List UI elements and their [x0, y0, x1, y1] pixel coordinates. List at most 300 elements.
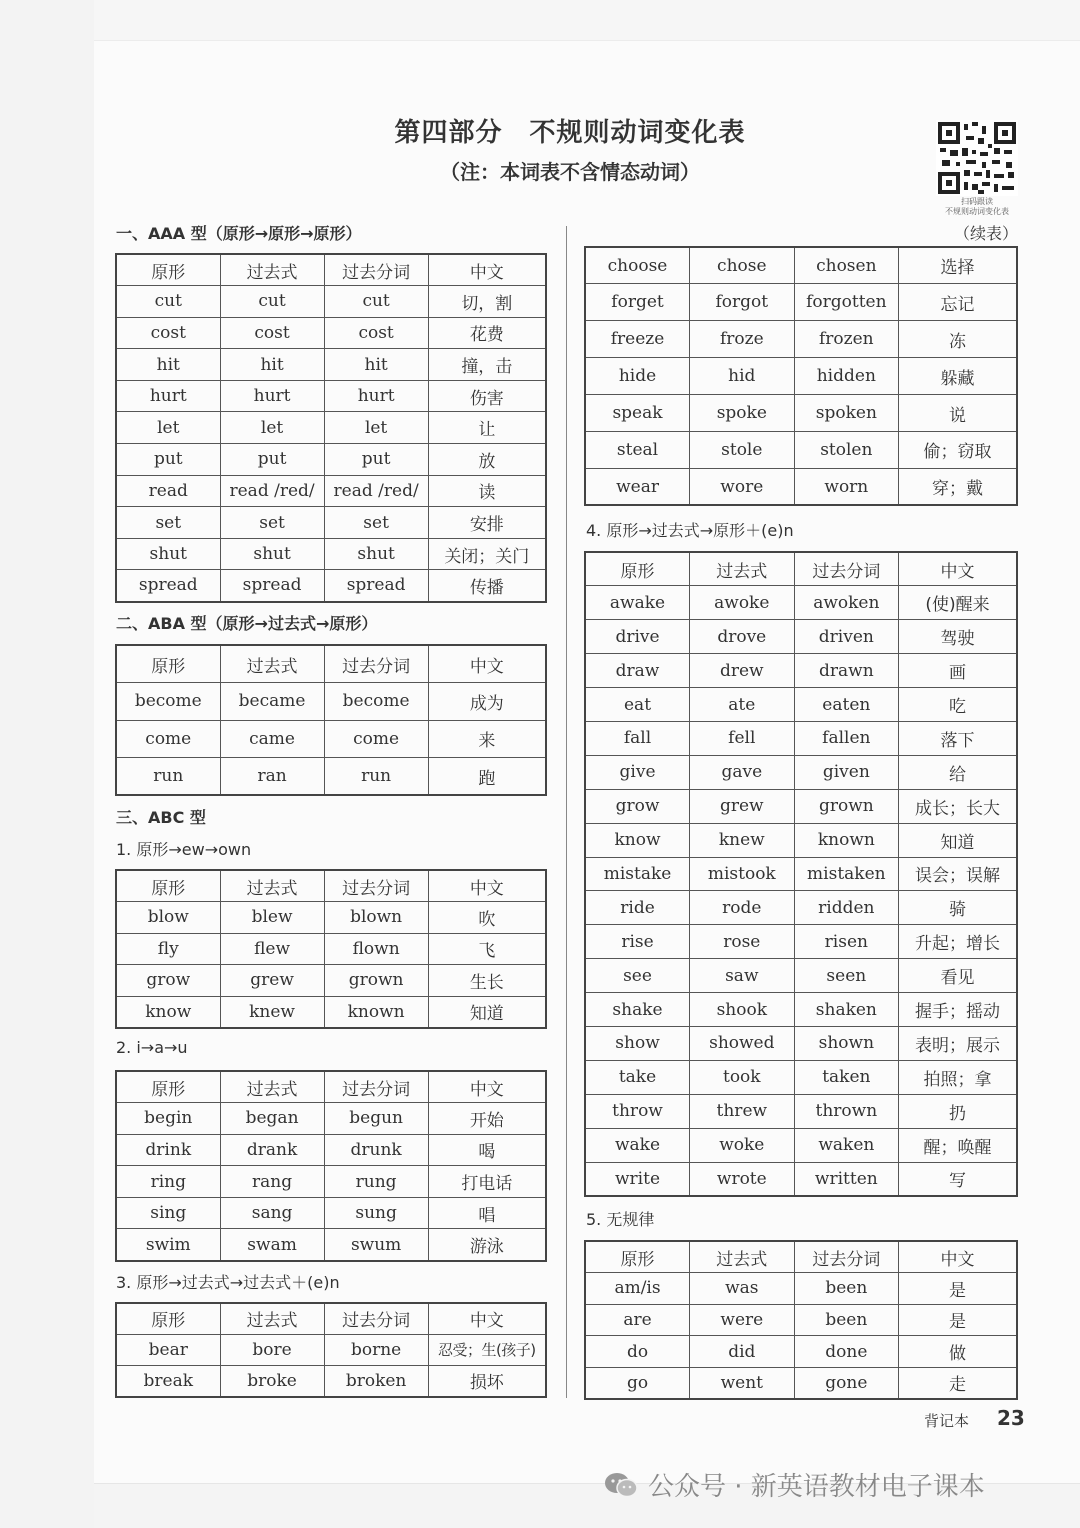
cell-chinese: 打电话: [428, 1166, 546, 1198]
cell-base-form: fly: [116, 933, 220, 965]
page-subtitle: （注：本词表不含情态动词）: [440, 160, 700, 184]
cell-past-tense: drew: [690, 654, 795, 688]
cell-chinese: 花费: [428, 317, 546, 349]
section-aba: 二、ABA 型（原形→过去式→原形）: [116, 614, 378, 633]
qr-caption-line2: 不规则动词变化表: [945, 207, 1009, 216]
cell-chinese: (使)醒来: [899, 586, 1017, 620]
column-header: 中文: [428, 870, 546, 902]
table-row: [585, 925, 1017, 959]
cell-past-participle: broken: [324, 1366, 428, 1397]
table-row: [585, 284, 1017, 321]
cell-past-participle: ridden: [794, 891, 899, 925]
cell-past-participle: put: [324, 444, 428, 476]
cell-chinese: 游泳: [428, 1229, 546, 1261]
cell-past-tense: wrote: [690, 1162, 795, 1196]
cell-past-tense: grew: [220, 965, 324, 997]
cell-past-tense: awoke: [690, 586, 795, 620]
table-row: [585, 431, 1017, 468]
column-divider: [566, 226, 567, 1398]
cell-past-participle: borne: [324, 1334, 428, 1365]
table-row: [116, 380, 546, 412]
header-row: [585, 552, 1017, 586]
cell-past-tense: cost: [220, 317, 324, 349]
cell-base-form: begin: [116, 1103, 220, 1135]
cell-past-tense: mistook: [690, 857, 795, 891]
cell-base-form: show: [585, 1026, 690, 1060]
cell-past-participle: thrown: [794, 1094, 899, 1128]
cell-past-participle: shut: [324, 538, 428, 570]
cell-base-form: mistake: [585, 857, 690, 891]
table-row: [585, 1128, 1017, 1162]
table-row: [585, 358, 1017, 395]
cell-past-tense: ran: [220, 758, 324, 796]
page-title: 第四部分 不规则动词变化表: [394, 118, 746, 148]
cell-chinese: 是: [899, 1304, 1017, 1336]
top-margin: [94, 0, 1080, 41]
cell-past-participle: hidden: [794, 358, 899, 395]
qr-code-icon: [936, 120, 1018, 196]
cell-base-form: see: [585, 959, 690, 993]
cell-past-participle: fallen: [794, 721, 899, 755]
cell-past-tense: took: [690, 1060, 795, 1094]
cell-past-tense: wore: [690, 468, 795, 505]
cell-base-form: know: [585, 823, 690, 857]
cell-base-form: throw: [585, 1094, 690, 1128]
cell-past-participle: stolen: [794, 431, 899, 468]
cell-base-form: sing: [116, 1197, 220, 1229]
cell-chinese: 误会；误解: [899, 857, 1017, 891]
cell-past-tense: broke: [220, 1366, 324, 1397]
table-row: [585, 395, 1017, 432]
cell-past-participle: worn: [794, 468, 899, 505]
cell-past-participle: shown: [794, 1026, 899, 1060]
cell-past-participle: begun: [324, 1103, 428, 1135]
column-header: 过去分词: [324, 1303, 428, 1334]
table-row: [116, 758, 546, 796]
cell-past-tense: sang: [220, 1197, 324, 1229]
table-row: [116, 475, 546, 507]
cell-base-form: write: [585, 1162, 690, 1196]
column-header: 中文: [899, 552, 1017, 586]
cell-past-participle: spread: [324, 570, 428, 602]
table-row: [585, 688, 1017, 722]
column-header: 过去式: [220, 645, 324, 683]
cell-base-form: let: [116, 412, 220, 444]
table-row: [585, 755, 1017, 789]
footer-label: 背记本: [924, 1412, 970, 1430]
table-row: [116, 349, 546, 381]
cell-chinese: 伤害: [428, 380, 546, 412]
cell-chinese: 成长；长大: [899, 789, 1017, 823]
header-row: [116, 254, 546, 286]
column-header: 过去分词: [794, 552, 899, 586]
cell-base-form: run: [116, 758, 220, 796]
cell-past-tense: ate: [690, 688, 795, 722]
cell-past-participle: spoken: [794, 395, 899, 432]
cell-past-participle: mistaken: [794, 857, 899, 891]
subsection-ew-own: 1. 原形→ew→own: [116, 840, 252, 859]
cell-chinese: 损坏: [428, 1366, 546, 1397]
cell-past-participle: come: [324, 720, 428, 758]
table-row: [116, 902, 546, 934]
cell-base-form: drink: [116, 1134, 220, 1166]
cell-chinese: 生长: [428, 965, 546, 997]
cell-base-form: hide: [585, 358, 690, 395]
cell-base-form: cut: [116, 286, 220, 318]
cell-chinese: 穿；戴: [899, 468, 1017, 505]
column-header: 中文: [428, 645, 546, 683]
cell-past-tense: hurt: [220, 380, 324, 412]
table-row: [585, 721, 1017, 755]
cell-past-participle: rung: [324, 1166, 428, 1198]
cell-chinese: 看见: [899, 959, 1017, 993]
cell-past-tense: drove: [690, 620, 795, 654]
cell-base-form: freeze: [585, 321, 690, 358]
table-row: [116, 683, 546, 721]
cell-past-participle: frozen: [794, 321, 899, 358]
cell-past-tense: spread: [220, 570, 324, 602]
cell-chinese: 升起；增长: [899, 925, 1017, 959]
column-header: 中文: [428, 1071, 546, 1103]
cell-chinese: 选择: [899, 247, 1017, 284]
cell-past-tense: hit: [220, 349, 324, 381]
cell-past-participle: done: [794, 1336, 899, 1368]
column-header: 原形: [116, 1303, 220, 1334]
cell-past-tense: read /red/: [220, 475, 324, 507]
watermark-text: 公众号 · 新英语教材电子课本: [648, 1472, 985, 1502]
table-ew-own: [115, 869, 547, 1029]
cell-past-tense: saw: [690, 959, 795, 993]
cell-chinese: 放: [428, 444, 546, 476]
cell-past-tense: rode: [690, 891, 795, 925]
column-header: 原形: [116, 1071, 220, 1103]
table-row: [585, 1336, 1017, 1368]
qr-caption: [928, 197, 1026, 217]
cell-past-tense: put: [220, 444, 324, 476]
table-row: [585, 620, 1017, 654]
cell-past-tense: began: [220, 1103, 324, 1135]
cell-past-tense: knew: [220, 996, 324, 1028]
cell-past-participle: sung: [324, 1197, 428, 1229]
column-header: 中文: [428, 1303, 546, 1334]
cell-base-form: am/is: [585, 1273, 690, 1305]
cell-past-participle: grown: [794, 789, 899, 823]
cell-base-form: hurt: [116, 380, 220, 412]
section-abc: 三、ABC 型: [116, 808, 206, 827]
cell-base-form: ride: [585, 891, 690, 925]
table-row: [116, 412, 546, 444]
cell-chinese: 醒；唤醒: [899, 1128, 1017, 1162]
column-header: 过去分词: [324, 870, 428, 902]
cell-chinese: 冻: [899, 321, 1017, 358]
cell-chinese: 忍受；生(孩子): [428, 1334, 546, 1365]
column-header: 过去分词: [794, 1241, 899, 1273]
cell-base-form: come: [116, 720, 220, 758]
cell-base-form: eat: [585, 688, 690, 722]
cell-past-tense: spoke: [690, 395, 795, 432]
continued-label: （续表）: [954, 224, 1019, 243]
table-row: [116, 1229, 546, 1261]
cell-chinese: 扔: [899, 1094, 1017, 1128]
cell-chinese: 画: [899, 654, 1017, 688]
cell-base-form: hit: [116, 349, 220, 381]
column-header: 原形: [116, 870, 220, 902]
cell-past-tense: forgot: [690, 284, 795, 321]
cell-base-form: wear: [585, 468, 690, 505]
table-row: [585, 247, 1017, 284]
cell-past-participle: drunk: [324, 1134, 428, 1166]
cell-past-tense: rang: [220, 1166, 324, 1198]
table-row: [116, 1103, 546, 1135]
cell-past-tense: chose: [690, 247, 795, 284]
cell-past-tense: cut: [220, 286, 324, 318]
cell-chinese: 读: [428, 475, 546, 507]
header-row: [116, 1303, 546, 1334]
table-row: [585, 468, 1017, 505]
cell-chinese: 骑: [899, 891, 1017, 925]
cell-past-tense: went: [690, 1367, 795, 1399]
header-row: [116, 645, 546, 683]
cell-chinese: 安排: [428, 507, 546, 539]
column-header: 过去式: [220, 1071, 324, 1103]
cell-past-participle: swum: [324, 1229, 428, 1261]
table-row: [116, 444, 546, 476]
cell-past-tense: stole: [690, 431, 795, 468]
cell-chinese: 是: [899, 1273, 1017, 1305]
table-row: [116, 1134, 546, 1166]
cell-past-tense: swam: [220, 1229, 324, 1261]
cell-past-tense: became: [220, 683, 324, 721]
cell-past-participle: known: [324, 996, 428, 1028]
table-row: [585, 789, 1017, 823]
table-row: [585, 1094, 1017, 1128]
table-row: [116, 720, 546, 758]
cell-past-tense: let: [220, 412, 324, 444]
cell-past-participle: cost: [324, 317, 428, 349]
cell-base-form: rise: [585, 925, 690, 959]
cell-past-tense: rose: [690, 925, 795, 959]
cell-base-form: steal: [585, 431, 690, 468]
header-row: [116, 870, 546, 902]
cell-base-form: wake: [585, 1128, 690, 1162]
table-row: [585, 321, 1017, 358]
cell-base-form: read: [116, 475, 220, 507]
table-row: [585, 959, 1017, 993]
header-row: [585, 1241, 1017, 1273]
column-header: 过去式: [220, 1303, 324, 1334]
cell-past-participle: let: [324, 412, 428, 444]
subsection-i-a-u: 2. i→a→u: [116, 1038, 188, 1057]
cell-past-tense: gave: [690, 755, 795, 789]
table-row: [585, 823, 1017, 857]
cell-past-tense: threw: [690, 1094, 795, 1128]
column-header: 中文: [899, 1241, 1017, 1273]
table-irregular: [584, 1240, 1018, 1400]
cell-chinese: 知道: [428, 996, 546, 1028]
column-header: 原形: [116, 254, 220, 286]
qr-caption-line1: 扫码跟读: [961, 197, 993, 206]
cell-chinese: 传播: [428, 570, 546, 602]
cell-base-form: swim: [116, 1229, 220, 1261]
cell-base-form: spread: [116, 570, 220, 602]
cell-past-participle: written: [794, 1162, 899, 1196]
cell-chinese: 关闭；关门: [428, 538, 546, 570]
subsection-irregular: 5. 无规律: [586, 1210, 655, 1229]
cell-chinese: 落下: [899, 721, 1017, 755]
column-header: 过去分词: [324, 254, 428, 286]
cell-chinese: 走: [899, 1367, 1017, 1399]
cell-chinese: 躲藏: [899, 358, 1017, 395]
cell-past-participle: run: [324, 758, 428, 796]
table-row: [116, 1334, 546, 1365]
table-past-en-continued: [584, 246, 1018, 506]
cell-past-participle: shaken: [794, 993, 899, 1027]
cell-past-tense: woke: [690, 1128, 795, 1162]
cell-past-participle: eaten: [794, 688, 899, 722]
table-row: [585, 1026, 1017, 1060]
cell-past-tense: shut: [220, 538, 324, 570]
cell-past-participle: known: [794, 823, 899, 857]
column-header: 原形: [116, 645, 220, 683]
cell-chinese: 飞: [428, 933, 546, 965]
cell-chinese: 给: [899, 755, 1017, 789]
cell-past-participle: forgotten: [794, 284, 899, 321]
column-header: 过去分词: [324, 645, 428, 683]
table-row: [116, 507, 546, 539]
cell-base-form: grow: [585, 789, 690, 823]
cell-past-participle: seen: [794, 959, 899, 993]
table-row: [116, 1366, 546, 1397]
cell-past-participle: flown: [324, 933, 428, 965]
cell-chinese: 驾驶: [899, 620, 1017, 654]
cell-past-participle: awoken: [794, 586, 899, 620]
cell-past-participle: taken: [794, 1060, 899, 1094]
cell-past-tense: froze: [690, 321, 795, 358]
cell-past-participle: driven: [794, 620, 899, 654]
table-row: [585, 1367, 1017, 1399]
table-row: [116, 996, 546, 1028]
column-header: 过去式: [220, 870, 324, 902]
cell-chinese: 拍照；拿: [899, 1060, 1017, 1094]
cell-past-participle: cut: [324, 286, 428, 318]
table-past-en: [115, 1302, 547, 1398]
cell-chinese: 知道: [899, 823, 1017, 857]
table-row: [116, 1197, 546, 1229]
cell-past-tense: grew: [690, 789, 795, 823]
cell-base-form: draw: [585, 654, 690, 688]
cell-chinese: 让: [428, 412, 546, 444]
cell-chinese: 吃: [899, 688, 1017, 722]
cell-base-form: choose: [585, 247, 690, 284]
cell-past-participle: hit: [324, 349, 428, 381]
table-row: [116, 286, 546, 318]
table-row: [116, 317, 546, 349]
header-row: [116, 1071, 546, 1103]
cell-chinese: 来: [428, 720, 546, 758]
column-header: 过去式: [690, 1241, 795, 1273]
cell-chinese: 切，割: [428, 286, 546, 318]
cell-past-tense: hid: [690, 358, 795, 395]
section-aaa: 一、AAA 型（原形→原形→原形）: [116, 224, 362, 243]
table-aaa: [115, 253, 547, 603]
wechat-icon: [604, 1472, 638, 1498]
cell-base-form: forget: [585, 284, 690, 321]
cell-past-tense: did: [690, 1336, 795, 1368]
cell-past-tense: were: [690, 1304, 795, 1336]
cell-past-tense: set: [220, 507, 324, 539]
cell-past-participle: drawn: [794, 654, 899, 688]
cell-past-participle: been: [794, 1273, 899, 1305]
cell-base-form: break: [116, 1366, 220, 1397]
cell-past-participle: chosen: [794, 247, 899, 284]
cell-past-participle: set: [324, 507, 428, 539]
cell-past-participle: gone: [794, 1367, 899, 1399]
cell-base-form: bear: [116, 1334, 220, 1365]
table-row: [116, 1166, 546, 1198]
cell-base-form: shake: [585, 993, 690, 1027]
cell-past-participle: waken: [794, 1128, 899, 1162]
column-header: 原形: [585, 1241, 690, 1273]
cell-base-form: grow: [116, 965, 220, 997]
table-row: [585, 857, 1017, 891]
table-row: [585, 1304, 1017, 1336]
column-header: 中文: [428, 254, 546, 286]
column-header: 过去式: [690, 552, 795, 586]
cell-base-form: take: [585, 1060, 690, 1094]
cell-past-participle: given: [794, 755, 899, 789]
cell-base-form: fall: [585, 721, 690, 755]
cell-base-form: give: [585, 755, 690, 789]
cell-past-tense: knew: [690, 823, 795, 857]
table-row: [116, 570, 546, 602]
table-row: [116, 538, 546, 570]
table-row: [585, 586, 1017, 620]
column-header: 原形: [585, 552, 690, 586]
column-header: 过去分词: [324, 1071, 428, 1103]
cell-chinese: 握手；摇动: [899, 993, 1017, 1027]
cell-base-form: go: [585, 1367, 690, 1399]
cell-past-tense: flew: [220, 933, 324, 965]
watermark: [604, 1466, 985, 1503]
cell-base-form: are: [585, 1304, 690, 1336]
subsection-base-en: 4. 原形→过去式→原形＋(e)n: [586, 521, 794, 540]
cell-chinese: 写: [899, 1162, 1017, 1196]
cell-chinese: 跑: [428, 758, 546, 796]
cell-past-participle: read /red/: [324, 475, 428, 507]
cell-past-participle: hurt: [324, 380, 428, 412]
cell-chinese: 说: [899, 395, 1017, 432]
table-row: [585, 891, 1017, 925]
cell-base-form: drive: [585, 620, 690, 654]
cell-chinese: 撞，击: [428, 349, 546, 381]
cell-past-tense: bore: [220, 1334, 324, 1365]
cell-base-form: ring: [116, 1166, 220, 1198]
table-row: [585, 1273, 1017, 1305]
table-row: [116, 933, 546, 965]
cell-base-form: awake: [585, 586, 690, 620]
cell-base-form: do: [585, 1336, 690, 1368]
cell-past-tense: came: [220, 720, 324, 758]
table-base-en: [584, 551, 1018, 1197]
cell-past-tense: blew: [220, 902, 324, 934]
cell-past-participle: become: [324, 683, 428, 721]
cell-chinese: 做: [899, 1336, 1017, 1368]
cell-base-form: know: [116, 996, 220, 1028]
page-number: 23: [997, 1406, 1025, 1430]
cell-chinese: 开始: [428, 1103, 546, 1135]
table-row: [585, 1162, 1017, 1196]
cell-past-participle: grown: [324, 965, 428, 997]
